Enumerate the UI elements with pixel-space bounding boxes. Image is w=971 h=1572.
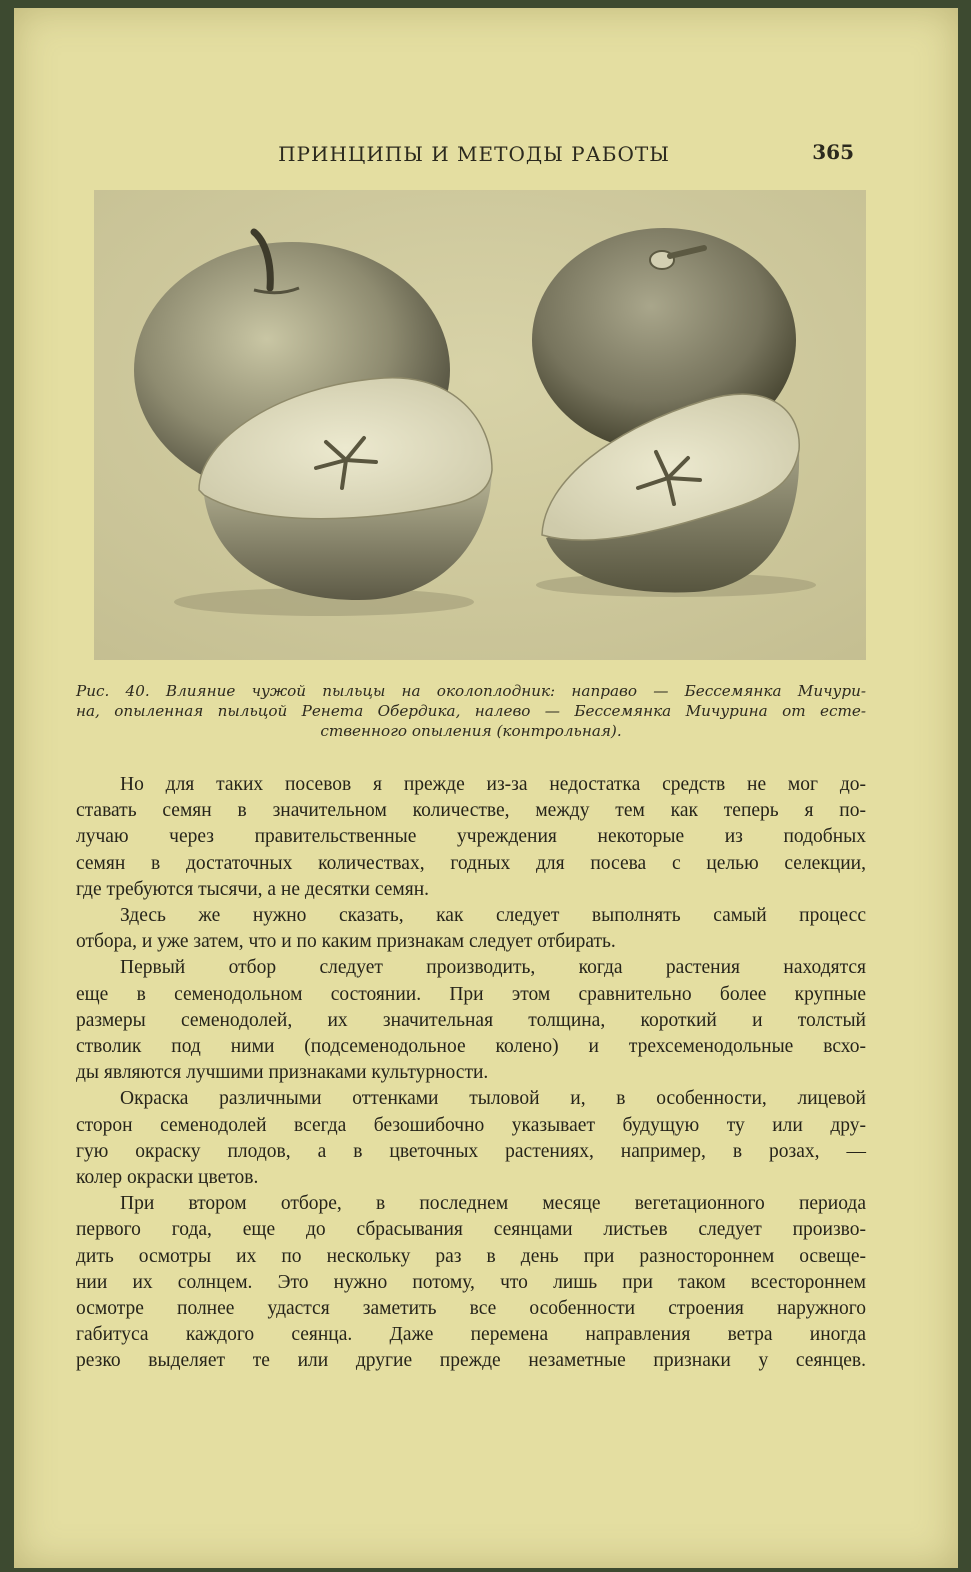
paragraph bbox=[76, 903, 866, 955]
text-line: нии их солнцем. Это нужно потому, что лишь при таком всестороннем bbox=[76, 1271, 866, 1293]
text-line: Первый отбор следует производить, когда растения находятся bbox=[120, 957, 866, 979]
text-line: семян в достаточных количествах, годных для посева с целью селекции, bbox=[76, 852, 866, 874]
caption-line: на, опыленная пыльцой Ренета Обердика, налево — Бессемянка Мичурина от есте- bbox=[76, 702, 866, 720]
apples-illustration bbox=[94, 190, 866, 660]
text-line: осмотре полнее удастся заметить все особенности строения наружного bbox=[76, 1298, 866, 1320]
text-line: стволик под ними (подсеменодольное колено) и трехсеменодольные всхо- bbox=[76, 1036, 866, 1058]
text-line: габитуса каждого сеянца. Даже перемена направления ветра иногда bbox=[76, 1324, 866, 1346]
body-text bbox=[76, 772, 866, 1375]
text-line: гую окраску плодов, а в цветочных растениях, например, в розах, — bbox=[76, 1140, 866, 1162]
text-line: Но для таких посевов я прежде из-за недостатка средств не мог до- bbox=[120, 774, 866, 795]
text-line: лучаю через правительственные учреждения некоторые из подобных bbox=[76, 826, 866, 848]
text-line: размеры семенодолей, их значительная толщина, короткий и толстый bbox=[76, 1009, 866, 1031]
text-line: отбора, и уже затем, что и по каким признакам следует отбирать. bbox=[76, 931, 616, 953]
page-number: 365 bbox=[812, 140, 854, 164]
text-line: резко выделяет те или другие прежде незаметные признаки у сеянцев. bbox=[76, 1350, 866, 1372]
text-line: первого года, еще до сбрасывания сеянцами листьев следует произво- bbox=[76, 1219, 866, 1241]
text-line: где требуются тысячи, а не десятки семян. bbox=[76, 878, 430, 900]
text-line: Здесь же нужно сказать, как следует выполнять самый процесс bbox=[120, 905, 866, 927]
book-page bbox=[14, 8, 958, 1568]
text-line: еще в семенодольном состоянии. При этом сравнительно более крупные bbox=[76, 983, 866, 1005]
text-line: дить осмотры их по нескольку раз в день при разностороннем освеще- bbox=[76, 1245, 866, 1267]
right-apple-group bbox=[532, 228, 816, 597]
caption-line: Рис. 40. Влияние чужой пыльцы на околоплодник: направо — Бессемянка Мичури- bbox=[76, 682, 866, 700]
text-line: ды являются лучшими признаками культурности. bbox=[76, 1062, 489, 1084]
paragraph bbox=[76, 772, 866, 903]
text-line: сторон семенодолей всегда безошибочно указывает будущую ту или дру- bbox=[76, 1114, 866, 1136]
text-line: Окраска различными оттенками тыловой и, в особенности, лицевой bbox=[120, 1088, 866, 1110]
caption-line: ственного опыления (контрольная). bbox=[320, 722, 622, 740]
text-line: колер окраски цветов. bbox=[76, 1167, 259, 1189]
text-line: При втором отборе, в последнем месяце вегетационного периода bbox=[120, 1193, 866, 1215]
running-title: ПРИНЦИПЫ И МЕТОДЫ РАБОТЫ bbox=[278, 142, 670, 166]
paragraph bbox=[76, 955, 866, 1086]
paragraph bbox=[76, 1086, 866, 1191]
figure-caption bbox=[76, 681, 866, 741]
paragraph bbox=[76, 1191, 866, 1374]
text-line: ставать семян в значительном количестве, между тем как теперь я по- bbox=[76, 800, 866, 822]
